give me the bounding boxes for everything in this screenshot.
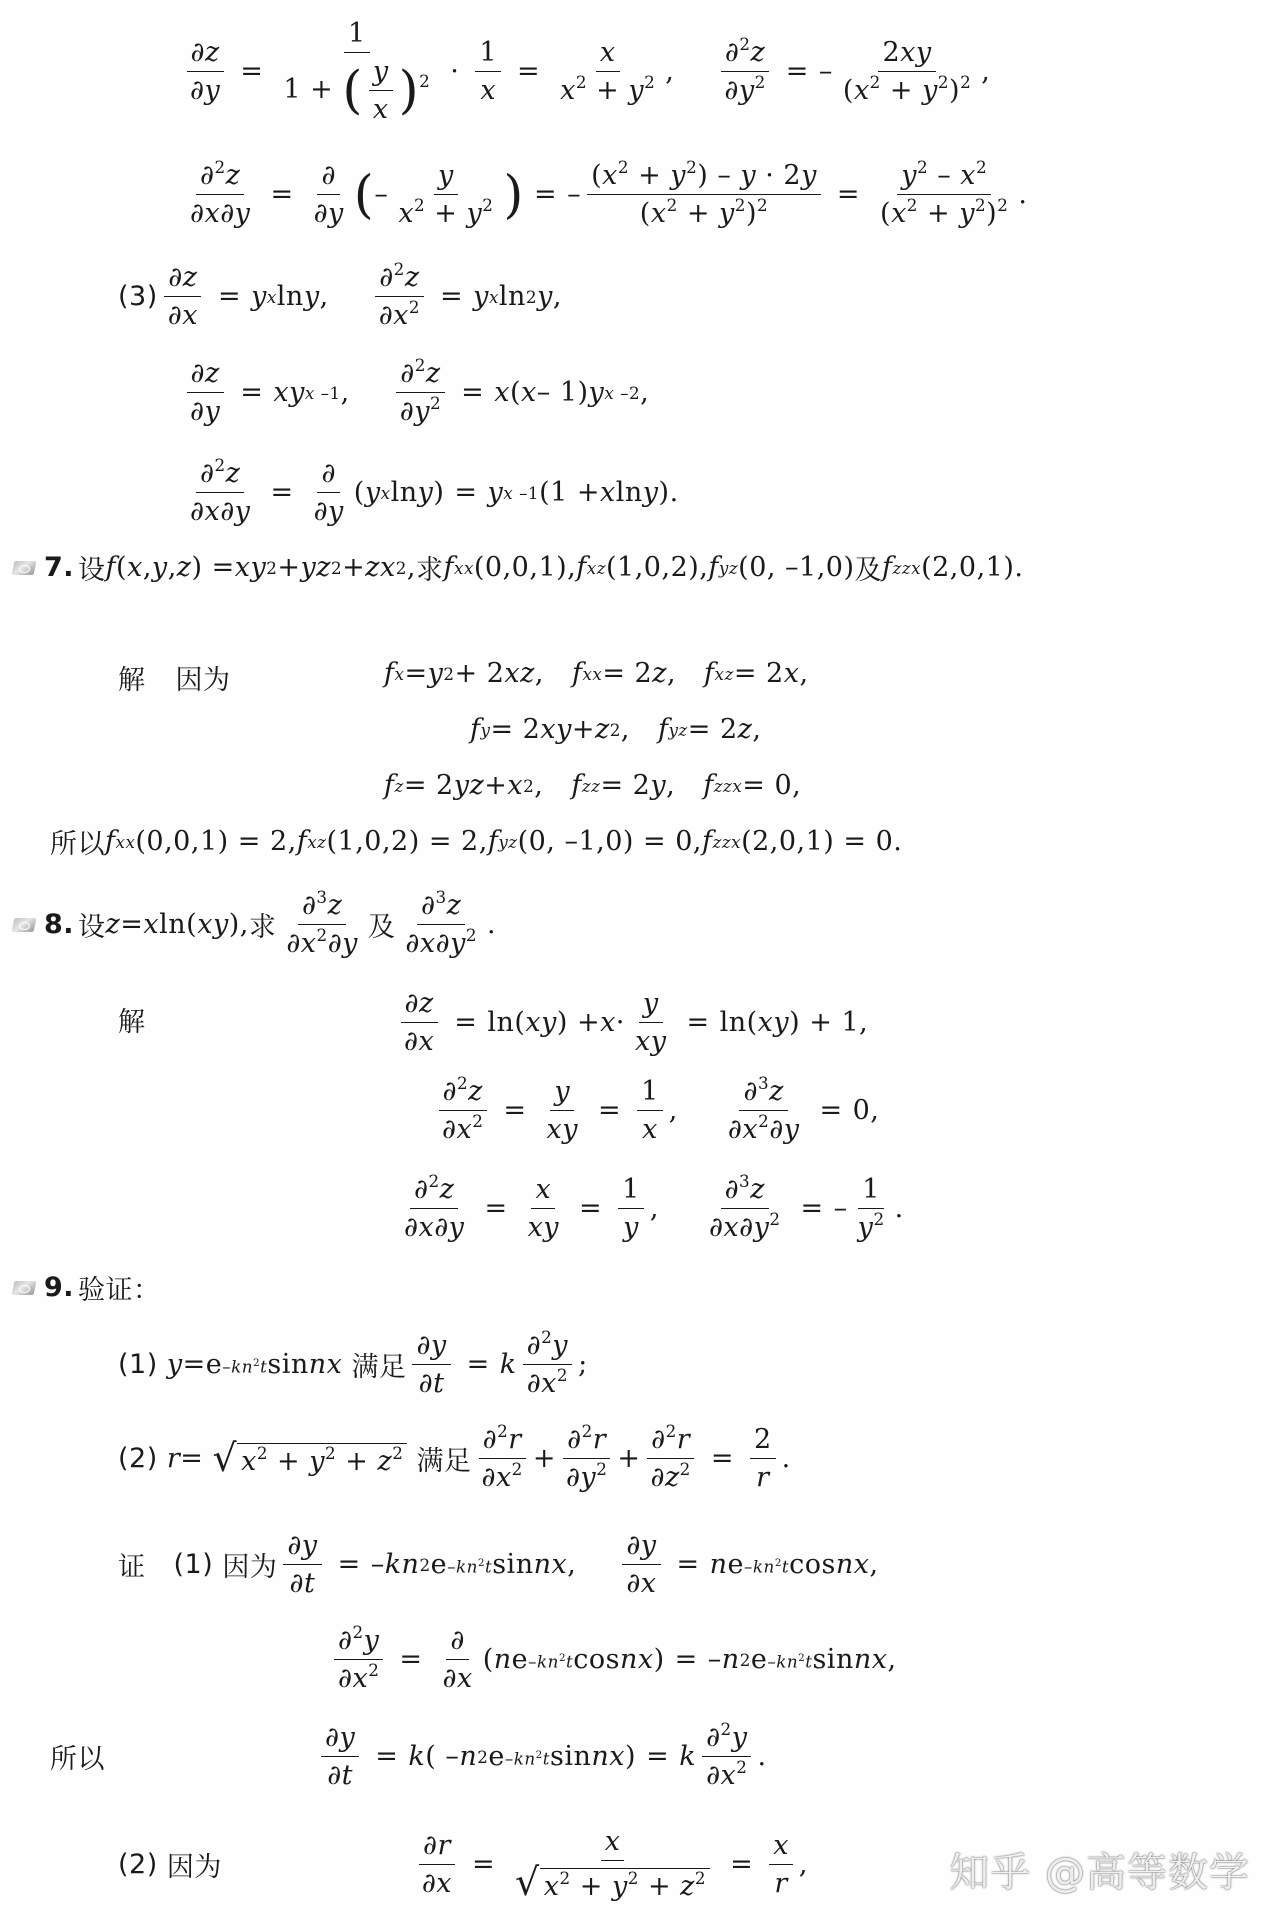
yinwei-label: 因为 (175, 665, 231, 696)
exercise-icon (12, 1279, 38, 1297)
eq-dz-dy-part2: $\frac{\partial z}{\partial y}$ = 1 1 + ( $\frac{y}{x}$ )$^2$ · $\frac{1}{x}$ = $\frac{x}{x^2 + y^2}$ , $\frac{\partial^2z}{\partial y^2}$ = – $\frac{2xy}{(x^2 + y^2)^2}$ , (180, 18, 990, 125)
zheng-label: 证 (118, 1552, 146, 1584)
problem-number: 9. (44, 1272, 75, 1303)
problem-7-statement: 7. 设 f ( x , y , z ) = xy 2 + yz 2 + zx 2 , 求 f xx (0,0,1), f xz (1,0,2), f yz (0, –1,0) 及 f zzx (2,0,1). (12, 548, 1023, 587)
proof-9-1-line3: 所以 $\frac{\partial y}{\partial t}$ = k ( – n 2 e $-kn^2t$ sin nx ) = k $\frac{\partial^2y}{\partial x^2}$ . (50, 1719, 767, 1792)
problem-9-item1: (1) y = e $-kn^2t$ sin nx 满足 $\frac{\partial y}{\partial t}$ = k $\frac{\partial^2y}{\partial x^2}$ ; (118, 1327, 588, 1400)
solution-7-fy: f y = 2 xy + z 2 , f yz = 2 z , (470, 714, 762, 745)
exercise-icon (12, 559, 38, 577)
problem-number: 7. (44, 552, 75, 583)
problem-number: 8. (44, 909, 75, 941)
solution-8-dz-dx: $\frac{\partial z}{\partial x}$ = ln ( xy ) + x · $\frac{y}{xy}$ = ln ( xy ) + 1, (394, 988, 868, 1057)
solution-8-jie (118, 1000, 146, 1039)
suoyi-label: 所以 (50, 1744, 105, 1776)
solution-8-d2z-dx2: $\frac{\partial^2z}{\partial x^2}$ = $\frac{y}{xy}$ = $\frac{1}{x}$ , $\frac{\partial^3z}{\partial x^2\partial y}$ = 0, (432, 1076, 879, 1145)
proof-9-2-line1: (2) 因为 $\frac{\partial r}{\partial x}$ = x √ $x^2 + y^2 + z^2$ = $\frac{x}{r}$ , (118, 1826, 809, 1905)
jie-label: 解 (118, 665, 146, 696)
exercise-icon (12, 916, 38, 934)
solution-8-d2z-dxdy: $\frac{\partial^2z}{\partial x\partial y}$ = $\frac{x}{xy}$ = $\frac{1}{y}$ , $\frac{\partial^3z}{\partial x\partial y^2}$ = – $\frac{1}{y^2}$ . (404, 1171, 904, 1244)
proof-9-1-line1: 证 (1) 因为 $\frac{\partial y}{\partial t}$ = – kn 2 e $-kn^2t$ sin nx , $\frac{\partial y}{\partial x}$ = n e $-kn^2t$ cos nx , (118, 1530, 879, 1600)
eq-3-dz-dy: $\frac{\partial z}{\partial y}$ = xy x –1 , $\frac{\partial^2z}{\partial y^2}$ = x ( x – 1) y x –2 , (180, 358, 649, 427)
eq-3-d2z-dxdy: $\frac{\partial^2z}{\partial x\partial y}$ = $\frac{\partial}{\partial y}$ ( y x ln y ) = y x –1 (1 + x ln y ). (190, 455, 679, 528)
problem-9-statement: 9. 验证： (12, 1268, 161, 1307)
item-label-3: (3) (118, 281, 158, 313)
solution-7-line1 (118, 658, 231, 697)
watermark: 知乎 @高等数学 (949, 1850, 1250, 1896)
proof-9-1-line2: $\frac{\partial^2y}{\partial x^2}$ = $\frac{\partial}{\partial x}$ ( n e $-kn^2t$ cos nx ) = – n 2 e $-kn^2t$ sin nx , (328, 1625, 897, 1694)
jie-label: 解 (118, 1007, 146, 1038)
problem-8-statement: 8. 设 z = x ln ( xy ), 求 $\frac{\partial^3z}{\partial x^2\partial y}$ 及 $\frac{\partial^3z}{\partial x\partial y^2}$ . (12, 890, 496, 959)
suoyi-label: 所以 (50, 829, 105, 860)
solution-7-result: 所以 f xx (0,0,1) = 2, f xz (1,0,2) = 2, f yz (0, –1,0) = 0, f zzx (2,0,1) = 0. (50, 822, 902, 861)
solution-7-fx: f x = y 2 + 2 xz , f xx = 2 z , f xz = 2 x , (384, 658, 809, 689)
eq-d2z-dxdy-part2: $\frac{\partial^2z}{\partial x\partial y}$ = $\frac{\partial}{\partial y}$ ( – $\frac{y}{x^2 + y^2}$ ) = – $\frac{(x^2 + y^2) - y \cdot 2y}{(x^2 + y^2)^2}$ = $\frac{y^2 - x^2}{(x^2 + y^2)^2}$ . (190, 157, 1028, 230)
problem-9-item2: (2) r = √ $x^2 + y^2 + z^2$ 满足 $\frac{\partial^2r}{\partial x^2}$ + $\frac{\partial^2r}{\partial y^2}$ + $\frac{\partial^2r}{\partial z^2}$ = $\frac{2}{r}$ . (118, 1421, 791, 1494)
solution-7-fz: f z = 2 yz + x 2 , f zz = 2 y , f zzx = 0, (384, 770, 802, 801)
eq-3-dz-dx: (3) $\frac{\partial z}{\partial x}$ = y x ln y , $\frac{\partial^2z}{\partial x^2}$ = y x ln 2 y , (118, 259, 562, 332)
